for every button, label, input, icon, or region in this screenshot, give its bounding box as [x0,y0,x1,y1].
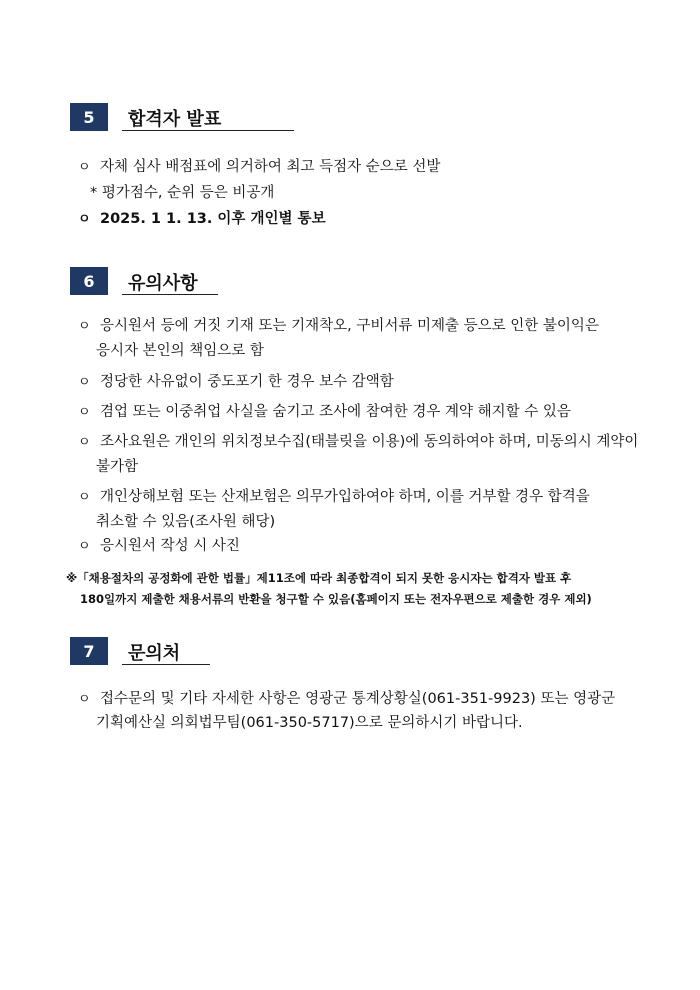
list-item-continuation: 기획예산실 의회법무팀(061-350-5717)으로 문의하시기 바랍니다. [96,715,523,731]
list-item: ㅇ 자체 심사 배점표에 의거하여 최고 득점자 순으로 선발 [78,156,638,179]
bullet-icon: ㅇ [78,692,91,707]
list-item: ㅇ 개인상해보험 또는 산재보험은 의무가입하여야 하며, 이를 거부할 경우 합격을 [78,486,638,509]
bullet-icon: ㅇ [78,435,91,450]
section-number-badge: 7 [70,637,108,665]
legal-note-continuation: 180일까지 제출한 채용서류의 반환을 청구할 수 있음(홈페이지 또는 전자우편으로 제출한 경우 제외) [80,592,592,606]
list-item: ㅇ 응시원서 작성 시 사진 [78,535,638,558]
title-underline [122,294,218,295]
list-item-continuation: 응시자 본인의 책임으로 함 [96,343,264,359]
list-item-continuation: 취소할 수 있음(조사원 해당) [96,514,276,530]
section-title: 문의처 [128,643,181,664]
bullet-icon: ㅇ [78,539,91,554]
section-number-badge: 6 [70,267,108,295]
list-item-continuation: 불가함 [96,459,139,475]
bullet-icon: ㅇ [78,405,91,420]
list-item: ㅇ 정당한 사유없이 중도포기 한 경우 보수 감액함 [78,371,638,394]
bullet-icon: ㅇ [78,490,91,505]
bullet-icon: ㅇ [78,160,91,175]
list-item: ㅇ 조사요원은 개인의 위치정보수집(태블릿을 이용)에 동의하여야 하며, 미동의시 계약이 [78,431,638,454]
list-item: ㅇ 접수문의 및 기타 자세한 사항은 영광군 통계상황실(061-351-9923) 또는 영광군 [78,688,638,711]
legal-note: ※「채용절차의 공정화에 관한 법률」제11조에 따라 최종합격이 되지 못한 응시자는 합격자 발표 후 [66,571,572,585]
list-item: ㅇ 응시원서 등에 거짓 기재 또는 기재착오, 구비서류 미제출 등으로 인한 불이익은 [78,315,638,338]
section-title: 유의사항 [128,273,198,294]
section-title: 합격자 발표 [128,109,222,130]
title-underline [122,130,294,131]
bullet-icon: ㅇ [78,375,91,390]
sub-note: * 평가점수, 순위 등은 비공개 [90,185,275,201]
title-underline [122,664,210,665]
list-item: ㅇ 2025. 1 1. 13. 이후 개인별 통보 [78,208,638,231]
bullet-icon: ㅇ [78,319,91,334]
section-number-badge: 5 [70,103,108,131]
bullet-icon: ㅇ [78,212,91,227]
list-item: ㅇ 겸업 또는 이중취업 사실을 숨기고 조사에 참여한 경우 계약 해지할 수 있음 [78,401,638,424]
